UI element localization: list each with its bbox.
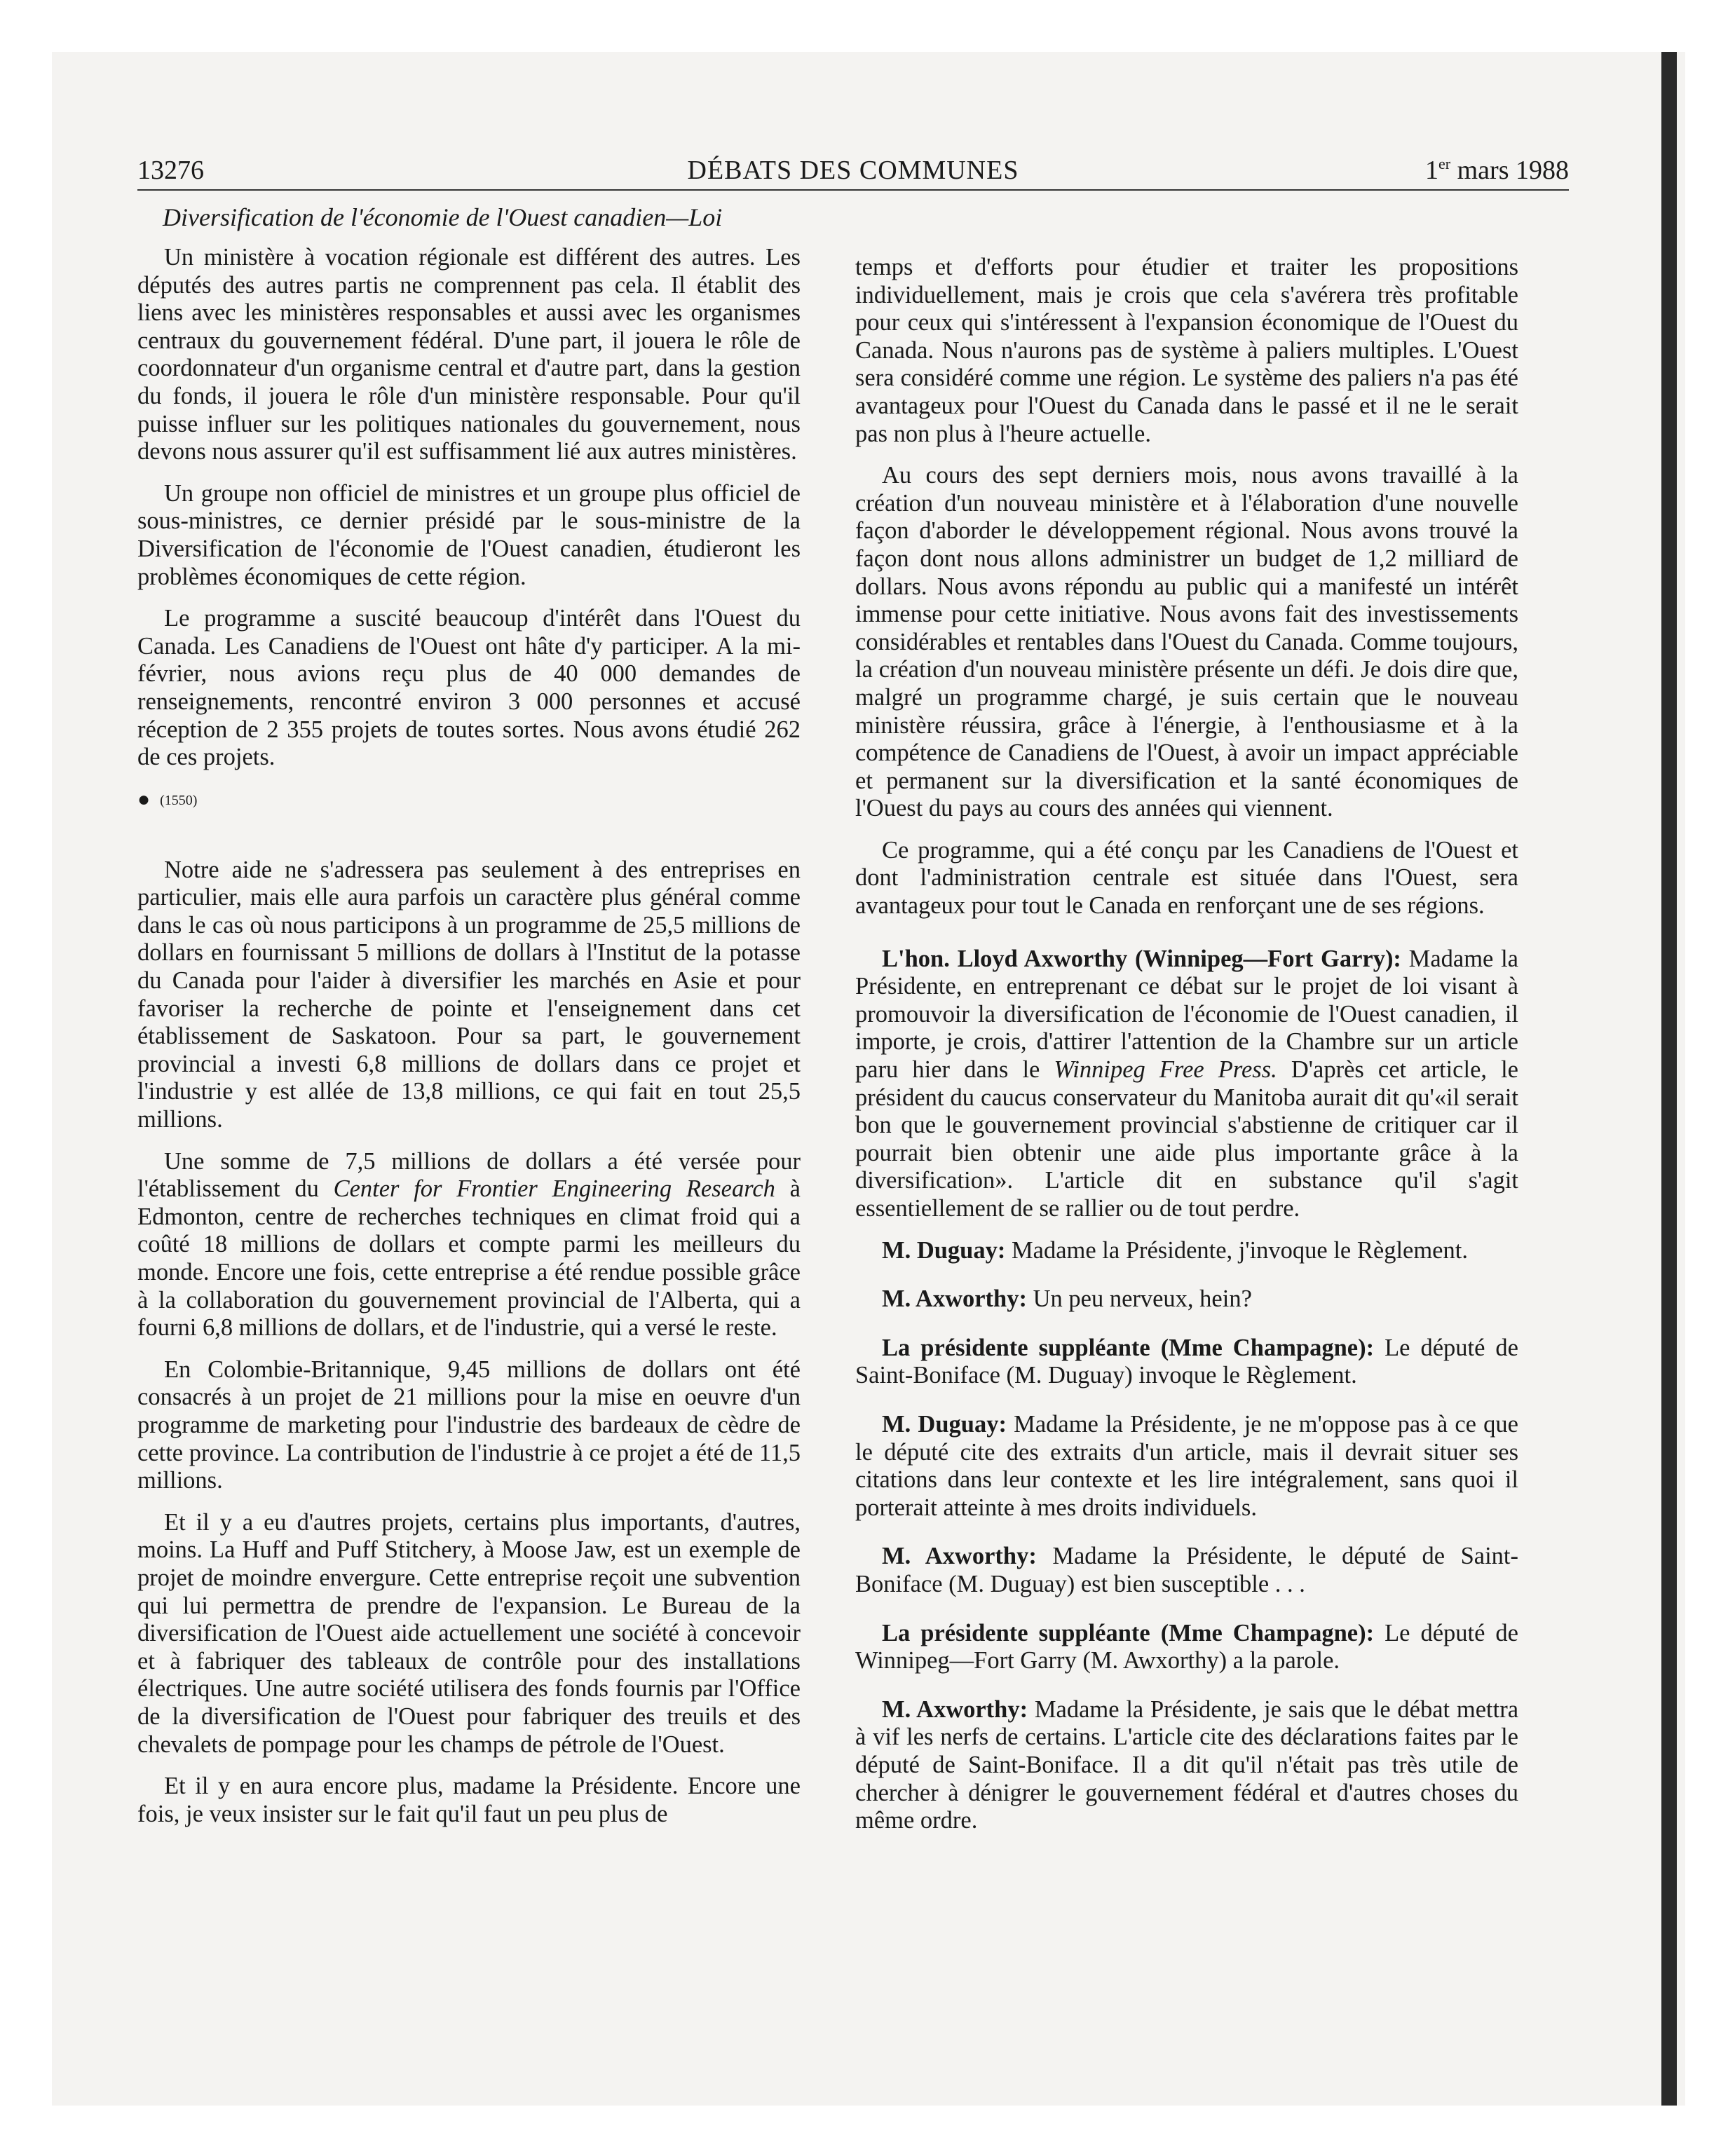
paragraph: Un ministère à vocation régionale est différent des autres. Les députés des autres partis ne comprennent pas cela. Il établit des liens avec les ministères responsables et aussi avec les organismes centraux du gouvernement fédéral. D'une part, il jouera le rôle de coordonnateur d'un organisme central et d'autre part, dans la gestion du fonds, il jouera le rôle d'un ministère responsable. Pour qu'il puisse influer sur les politiques nationales du gouvernement, nous devons nous assurer qu'il est suffisamment lié aux autres ministères. (137, 244, 801, 465)
date-rest: mars 1988 (1450, 156, 1569, 185)
text-run: Le député de Winnipeg—Fort Garry (M. Awxorthy) a la parole. (855, 1619, 1518, 1674)
speech (855, 1411, 1518, 1522)
paragraph: En Colombie-Britannique, 9,45 millions de dollars ont été consacrés à un projet de 21 millions pour la mise en oeuvre d'un programme de marketing pour l'industrie des bardeaux de cèdre de cette province. La contribution de l'industrie à ce projet a été de 11,5 millions. (137, 1356, 801, 1494)
time-stamp: (1550) (160, 792, 198, 808)
speech (855, 1285, 1518, 1314)
page-date (1425, 150, 1569, 191)
text-run: Madame la Présidente, j'invoque le Règlement. (1005, 1236, 1468, 1264)
paragraph: Au cours des sept derniers mois, nous avons travaillé à la création d'un nouveau ministère et à l'élaboration d'une nouvelle façon d'aborder le développement régional. Nous avons trouvé la façon dont nous allons administrer un budget de 1,2 milliard de dollars. Nous avons répondu au public qui a manifesté un intérêt immense pour cette initiative. Nous avons fait des investissements considérables et rentables dans l'Ouest du Canada. Comme toujours, la création d'un nouveau ministère présente un défi. Je dois dire que, malgré un programme chargé, je suis certain que le nouveau ministère réussira, grâce à l'énergie, à l'enthousiasme et à la compétence de Canadiens de l'Ouest, à avoir un impact appréciable et permanent sur la diversification et la santé économiques de l'Ouest du pays au cours des années qui viennent. (855, 462, 1518, 822)
text-run: Madame la Présidente, je ne m'oppose pas à ce que le député cite des extraits d'un article, mais il devrait situer ses citations dans leur contexte et les lire intégralement, sans quoi il porterait atteinte à mes droits individuels. (855, 1410, 1518, 1521)
header-rule (137, 189, 1569, 191)
text-run: Le député de Saint-Boniface (M. Duguay) invoque le Règlement. (855, 1334, 1518, 1389)
paragraph: Et il y en aura encore plus, madame la Présidente. Encore une fois, je veux insister sur le fait qu'il faut un peu plus de (137, 1773, 801, 1827)
page-header (137, 150, 1569, 191)
text-run: Madame la Présidente, le député de Saint-Boniface (M. Duguay) est bien susceptible . . . (855, 1543, 1518, 1597)
speaker-name: La présidente suppléante (Mme Champagne): (882, 1334, 1375, 1361)
speech (855, 1543, 1518, 1598)
text-run: Une somme de 7,5 millions de dollars a été versée pour l'établissement du (137, 1147, 801, 1203)
date-day: 1 (1425, 156, 1439, 185)
paragraph (137, 1148, 801, 1342)
bullet-icon: ● (137, 787, 151, 811)
date-suffix: er (1438, 155, 1451, 172)
speech (855, 946, 1518, 1223)
paragraph: temps et d'efforts pour étudier et traiter les propositions individuellement, mais je crois que cela s'avérera très profitable pour ceux qui s'intéressent à l'expansion économique de l'Ouest du Canada. Nous n'aurons pas de système à paliers multiples. L'Ouest sera considéré comme une région. Le système des paliers n'a pas été avantageux pour l'Ouest du Canada dans le passé et il ne le serait pas non plus à l'heure actuelle. (855, 254, 1518, 447)
paragraph: Notre aide ne s'adressera pas seulement à des entreprises en particulier, mais elle aura parfois un caractère plus général comme dans le cas où nous participons à un programme de 25,5 millions de dollars en fournissant 5 millions de dollars à l'Institut de la potasse du Canada pour l'aider à diversifier les marchés en Asie et pour favoriser la recherche de pointe et l'enseignement dans cet établissement de Saskatoon. Pour sa part, le gouvernement provincial a investi 6,8 millions de dollars dans ce projet et l'industrie y est allée de 13,8 millions, ce qui fait en tout 25,5 millions. (137, 856, 801, 1133)
speech (855, 1620, 1518, 1675)
left-column (137, 244, 801, 1842)
running-title: DÉBATS DES COMMUNES (687, 156, 1019, 185)
speech (855, 1335, 1518, 1390)
speaker-name: La présidente suppléante (Mme Champagne): (882, 1619, 1375, 1646)
speaker-name: M. Axworthy: (882, 1696, 1028, 1723)
right-column (855, 254, 1518, 1849)
page-number: 13276 (137, 156, 204, 185)
speaker-name: M. Axworthy: (882, 1543, 1037, 1570)
paragraph: Et il y a eu d'autres projets, certains plus importants, d'autres, moins. La Huff and Puff Stitchery, à Moose Jaw, est un exemple de projet de moindre envergure. Cette entreprise reçoit une subvention qui lui permettra de prendre de l'expansion. Le Bureau de la diversification de l'Ouest aide actuellement une société à concevoir et à fabriquer des tableaux de contrôle pour des installations électriques. Une autre société utilisera des fonds fournis par l'Office de la diversification de l'Ouest pour fabriquer des treuils et des chevalets de pompage pour les champs de pétrole de l'Ouest. (137, 1508, 801, 1758)
text-run: Madame la Présidente, en entreprenant ce débat sur le projet de loi visant à promouvoir la diversification de l'économie de l'Ouest canadien, il importe, je crois, d'attirer l'attention de la Chambre sur un article paru hier dans le (855, 945, 1518, 1084)
subject-heading: Diversification de l'économie de l'Ouest canadien—Loi (163, 203, 723, 231)
speaker-name: L'hon. Lloyd Axworthy (Winnipeg—Fort Garry): (882, 945, 1401, 972)
paragraph: Ce programme, qui a été conçu par les Canadiens de l'Ouest et dont l'administration centrale est située dans l'Ouest, sera avantageux pour tout le Canada en renforçant une de ses régions. (855, 836, 1518, 920)
time-marker (137, 786, 801, 814)
text-run: à Edmonton, centre de recherches techniques en climat froid qui a coûté 18 millions de dollars et compte parmi les meilleurs du monde. Encore une fois, cette entreprise a été rendue possible grâce à la collaboration du gouvernement provincial de l'Alberta, qui a fourni 6,8 millions de dollars, et de l'industrie, qui a versé le reste. (137, 1175, 801, 1342)
text-run: D'après cet article, le président du caucus conservateur du Manitoba aurait dit qu'«il serait bon que le gouvernement provincial s'abstienne de critiquer car il pourrait bien obtenir une aide plus importante grâce à la diversification». L'article dit en substance qu'il s'agit essentiellement de se rallier ou de tout perdre. (855, 1056, 1518, 1222)
page-edge-shadow (1661, 52, 1677, 2106)
speech (855, 1696, 1518, 1835)
paragraph: Un groupe non officiel de ministres et un groupe plus officiel de sous-ministres, ce dernier présidé par le sous-ministre de la Diversification de l'économie de l'Ouest canadien, étudieront les problèmes économiques de cette région. (137, 479, 801, 590)
italic-title: Center for Frontier Engineering Research (333, 1175, 775, 1203)
speaker-name: M. Axworthy: (882, 1285, 1027, 1313)
text-run: Madame la Présidente, je sais que le débat mettra à vif les nerfs de certains. L'article cite des déclarations faites par le député de Saint-Boniface. Il a dit qu'il n'était pas très utile de chercher à dénigrer le gouvernement fédéral et d'autres choses du même ordre. (855, 1696, 1519, 1834)
text-run: Un peu nerveux, hein? (1026, 1285, 1252, 1313)
speaker-name: M. Duguay: (882, 1236, 1006, 1264)
paragraph: Le programme a suscité beaucoup d'intérêt dans l'Ouest du Canada. Les Canadiens de l'Ouest ont hâte d'y participer. A la mi-février, nous avions reçu plus de 40 000 demandes de renseignements, rencontré environ 3 000 personnes et accusé réception de 2 355 projets de toutes sortes. Nous avons étudié 262 de ces projets. (137, 605, 801, 771)
speech (855, 1237, 1518, 1265)
italic-title: Winnipeg Free Press. (1054, 1056, 1277, 1084)
speaker-name: M. Duguay: (882, 1410, 1007, 1438)
